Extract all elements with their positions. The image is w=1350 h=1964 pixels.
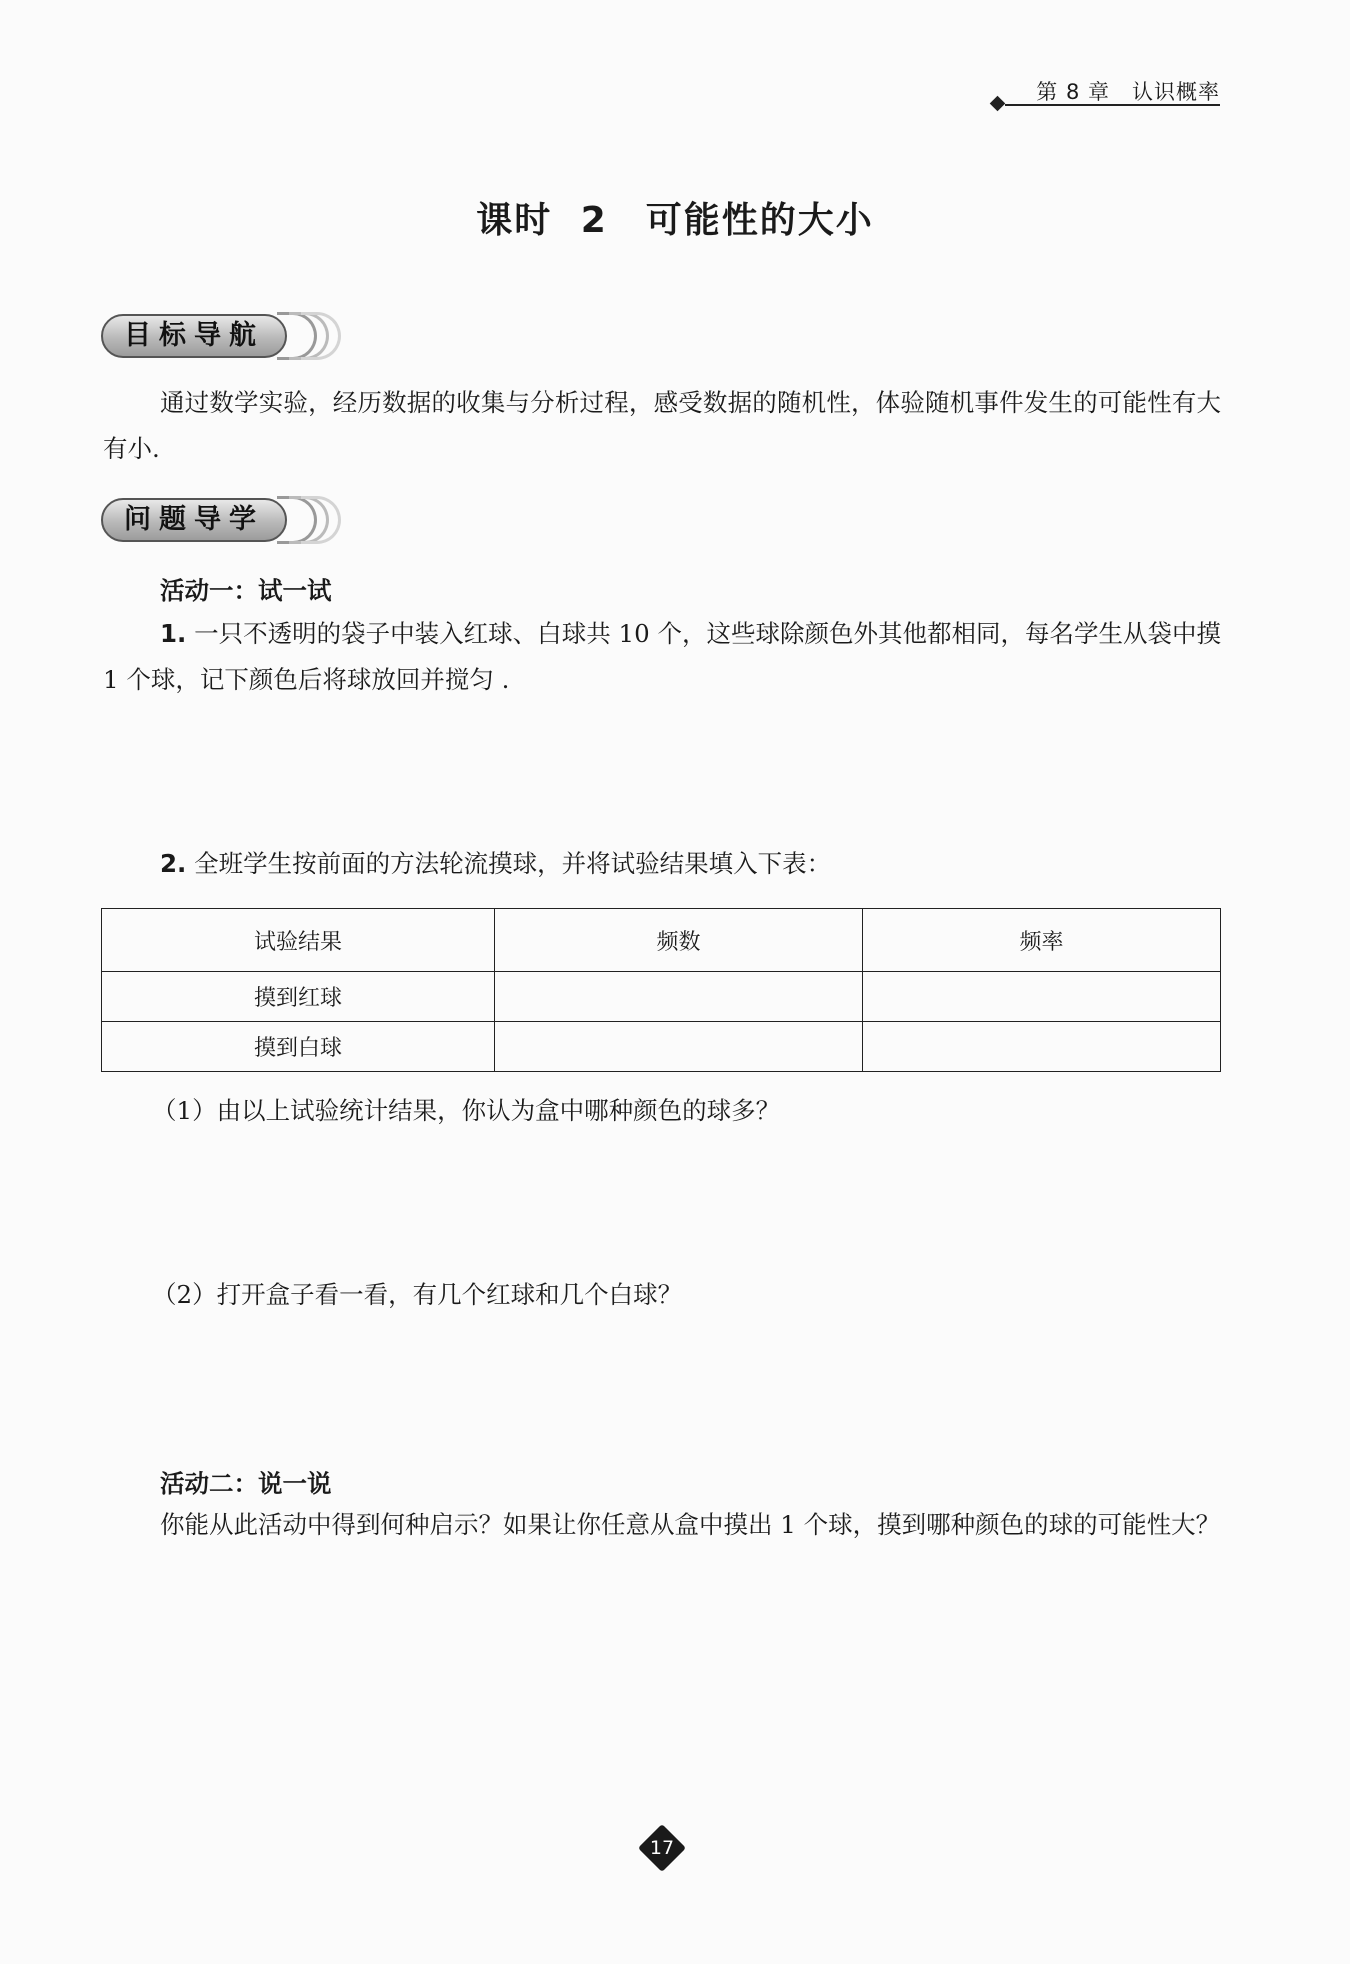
page-number-badge	[638, 1824, 686, 1872]
table-row	[102, 1022, 1221, 1072]
table-header-cell: 试验结果	[102, 909, 495, 972]
lesson-title: 课时 2 可能性的大小	[476, 200, 874, 241]
section-label-study: 问题导学	[124, 504, 264, 535]
section-banner-study	[101, 494, 321, 548]
table-cell-blank[interactable]	[495, 972, 863, 1022]
section-label-goal: 目标导航	[124, 320, 264, 351]
page-number: 17	[649, 1837, 675, 1859]
header-rule	[1005, 104, 1220, 106]
question-2-text: 全班学生按前面的方法轮流摸球，并将试验结果填入下表：	[194, 849, 832, 878]
activity2-paragraph: 你能从此活动中得到何种启示？如果让你任意从盒中摸出 1 个球，摸到哪种颜色的球的可能性大？	[160, 1510, 1221, 1539]
result-table	[101, 908, 1221, 1072]
table-header-row	[102, 909, 1221, 972]
sub-question-2: （2）打开盒子看一看，有几个红球和几个白球？	[152, 1280, 683, 1309]
goal-paragraph: 通过数学实验，经历数据的收集与分析过程，感受数据的随机性，体验随机事件发生的可能性有大有小.	[103, 388, 1221, 463]
question-2-number: 2.	[160, 849, 187, 878]
table-cell-blank[interactable]	[863, 972, 1221, 1022]
table-cell: 摸到白球	[102, 1022, 495, 1072]
question-1	[103, 611, 1221, 703]
table-cell-blank[interactable]	[863, 1022, 1221, 1072]
banner-arc-icon	[301, 312, 341, 360]
table-cell: 摸到红球	[102, 972, 495, 1022]
activity1-heading: 活动一：试一试	[160, 576, 332, 605]
running-header: 第 8 章 认识概率	[1036, 80, 1220, 104]
table-header-cell: 频率	[863, 909, 1221, 972]
table-row	[102, 972, 1221, 1022]
table-header-cell: 频数	[495, 909, 863, 972]
banner-arc-icon	[301, 496, 341, 544]
activity2-heading: 活动二：说一说	[160, 1469, 332, 1498]
question-1-text: 一只不透明的袋子中装入红球、白球共 10 个，这些球除颜色外其他都相同，每名学生从袋中摸 1 个球，记下颜色后将球放回并搅匀 .	[103, 619, 1221, 694]
question-1-number: 1.	[160, 619, 187, 648]
table-cell-blank[interactable]	[495, 1022, 863, 1072]
section-banner-goal	[101, 310, 321, 364]
sub-question-1: （1）由以上试验统计结果，你认为盒中哪种颜色的球多？	[152, 1096, 781, 1125]
question-2	[103, 841, 1221, 887]
